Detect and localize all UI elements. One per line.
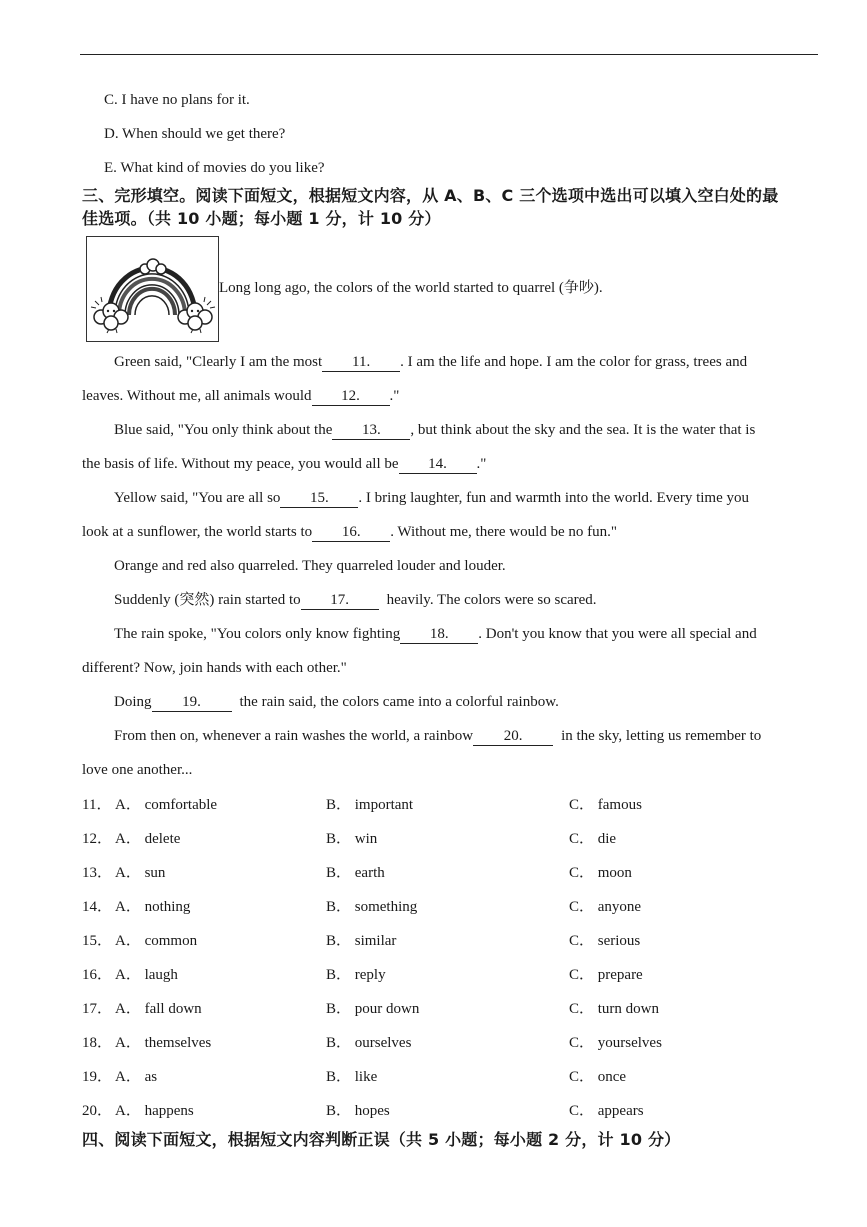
option-b[interactable]: B． something <box>326 899 418 915</box>
option-c[interactable]: C． turn down <box>569 1001 660 1017</box>
option-c[interactable]: C． moon <box>569 865 632 881</box>
option-a[interactable]: A． sun <box>115 865 166 881</box>
question-row <box>82 896 822 918</box>
option-a[interactable]: A． happens <box>115 1103 194 1119</box>
option-a[interactable]: A． laugh <box>115 967 178 983</box>
option-c[interactable]: C． yourselves <box>569 1035 662 1051</box>
option-d-prev: D. When should we get there? <box>104 126 286 142</box>
option-e-prev: E. What kind of movies do you like? <box>104 160 325 176</box>
question-number: 18． <box>82 1035 113 1051</box>
option-b[interactable]: B． earth <box>326 865 385 881</box>
passage-text: heavily. The colors were so scared. <box>386 592 597 608</box>
passage-text: Blue said, "You only think about the <box>114 422 333 438</box>
passage-text: ." <box>476 456 487 472</box>
option-c[interactable]: C． die <box>569 831 617 847</box>
passage-line <box>82 454 486 474</box>
option-a[interactable]: A． nothing <box>115 899 191 915</box>
section4-heading: 四、阅读下面短文，根据短文内容判断正误（共 5 小题；每小题 2 分，计 10 分） <box>82 1130 681 1149</box>
option-a[interactable]: A． delete <box>115 831 181 847</box>
passage-text: The rain spoke, "You colors only know fighting <box>114 626 401 642</box>
question-number: 19． <box>82 1069 113 1085</box>
section3-heading-line1: 三、完形填空。阅读下面短文，根据短文内容，从 A、B、C 三个选项中选出可以填入空白处的最 <box>82 186 779 205</box>
section3-heading-line2: 佳选项。（共 10 小题；每小题 1 分，计 10 分） <box>82 209 441 228</box>
blank-14: 14. <box>399 456 477 474</box>
question-number: 16． <box>82 967 113 983</box>
passage-text: the basis of life. Without my peace, you would all be <box>82 456 399 472</box>
question-row <box>82 828 822 850</box>
passage-line <box>82 386 399 406</box>
passage-text: From then on, whenever a rain washes the world, a rainbow <box>114 728 474 744</box>
passage-text: ." <box>389 388 400 404</box>
blank-18: 18. <box>400 626 478 644</box>
option-b[interactable]: B． reply <box>326 967 386 983</box>
question-row <box>82 1032 822 1054</box>
passage-line: different? Now, join hands with each other." <box>82 660 347 676</box>
passage-text: Green said, "Clearly I am the most <box>114 354 323 370</box>
question-number: 14． <box>82 899 113 915</box>
option-b[interactable]: B． pour down <box>326 1001 420 1017</box>
rainbow-clouds-icon <box>86 236 219 342</box>
option-c[interactable]: C． famous <box>569 797 642 813</box>
question-number: 17． <box>82 1001 113 1017</box>
option-b[interactable]: B． hopes <box>326 1103 390 1119</box>
question-number: 12． <box>82 831 113 847</box>
question-row <box>82 930 822 952</box>
passage-line <box>114 726 761 746</box>
passage-text: , but think about the sky and the sea. It is the water that is <box>410 422 756 438</box>
option-b[interactable]: B． similar <box>326 933 397 949</box>
option-b[interactable]: B． like <box>326 1069 378 1085</box>
blank-19: 19. <box>152 694 232 712</box>
question-number: 11． <box>82 797 112 813</box>
header-rule <box>80 54 818 55</box>
passage-intro: Long long ago, the colors of the world started to quarrel (争吵). <box>219 280 603 296</box>
passage-text: the rain said, the colors came into a colorful rainbow. <box>239 694 559 710</box>
question-row <box>82 964 822 986</box>
passage-text: look at a sunflower, the world starts to <box>82 524 313 540</box>
passage-text: Suddenly (突然) rain started to <box>114 592 301 608</box>
option-c-prev: C. I have no plans for it. <box>104 92 250 108</box>
question-row <box>82 1100 822 1122</box>
passage-text: . I am the life and hope. I am the color for grass, trees and <box>400 354 748 370</box>
passage-text: leaves. Without me, all animals would <box>82 388 312 404</box>
blank-12: 12. <box>312 388 390 406</box>
option-b[interactable]: B． ourselves <box>326 1035 412 1051</box>
question-row <box>82 998 822 1020</box>
blank-15: 15. <box>280 490 358 508</box>
passage-line <box>114 692 559 712</box>
passage-text: . Don't you know that you were all special and <box>478 626 757 642</box>
passage-text: in the sky, letting us remember to <box>561 728 762 744</box>
passage-text: Yellow said, "You are all so <box>114 490 281 506</box>
question-row <box>82 862 822 884</box>
passage-line: love one another... <box>82 762 193 778</box>
question-row <box>82 794 822 816</box>
option-a[interactable]: A． as <box>115 1069 158 1085</box>
blank-11: 11. <box>322 354 400 372</box>
passage-line <box>114 352 747 372</box>
blank-16: 16. <box>312 524 390 542</box>
blank-17: 17. <box>301 592 379 610</box>
question-row <box>82 1066 822 1088</box>
passage-text: Doing <box>114 694 152 710</box>
question-number: 20． <box>82 1103 113 1119</box>
blank-13: 13. <box>332 422 410 440</box>
passage-line <box>114 488 749 508</box>
option-c[interactable]: C． serious <box>569 933 641 949</box>
passage-line <box>114 624 757 644</box>
option-a[interactable]: A． common <box>115 933 198 949</box>
blank-20: 20. <box>473 728 553 746</box>
passage-line: Orange and red also quarreled. They quarreled louder and louder. <box>114 558 506 574</box>
question-number: 13． <box>82 865 113 881</box>
option-a[interactable]: A． themselves <box>115 1035 212 1051</box>
passage-text: . I bring laughter, fun and warmth into the world. Every time you <box>358 490 749 506</box>
option-b[interactable]: B． important <box>326 797 414 813</box>
passage-line <box>114 420 755 440</box>
option-a[interactable]: A． fall down <box>115 1001 202 1017</box>
option-c[interactable]: C． once <box>569 1069 627 1085</box>
option-a[interactable]: A． comfortable <box>115 797 218 813</box>
passage-line <box>82 522 617 542</box>
option-c[interactable]: C． prepare <box>569 967 643 983</box>
option-c[interactable]: C． anyone <box>569 899 642 915</box>
question-number: 15． <box>82 933 113 949</box>
option-c[interactable]: C． appears <box>569 1103 644 1119</box>
passage-text: . Without me, there would be no fun." <box>390 524 618 540</box>
option-b[interactable]: B． win <box>326 831 378 847</box>
passage-line <box>114 590 597 610</box>
